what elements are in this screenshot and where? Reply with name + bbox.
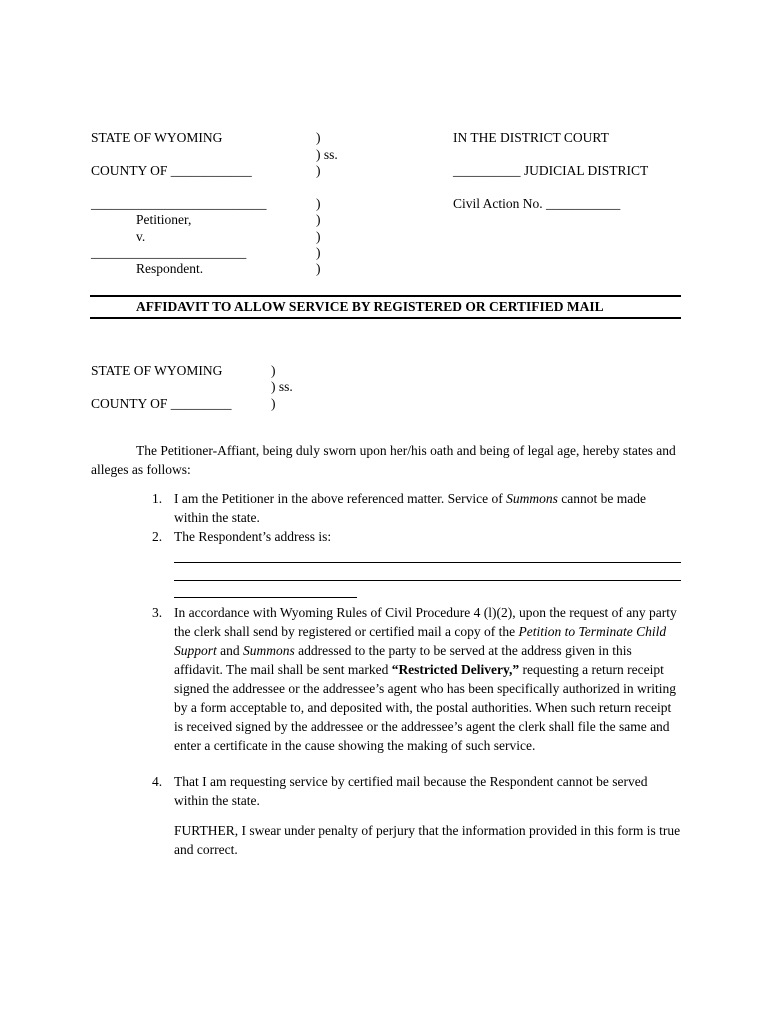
civil-action-number: Civil Action No. ___________ — [453, 196, 621, 211]
intro-paragraph: The Petitioner-Affiant, being duly sworn upon her/his oath and being of legal age, hereby states and alleges as follows: — [91, 443, 676, 477]
petitioner-name-line: __________________________ — [91, 196, 267, 211]
caption-paren: ) — [316, 229, 321, 244]
item-number: 3. — [152, 605, 163, 620]
item-4-text: That I am requesting service by certified mail because the Respondent cannot be served within the state. — [174, 774, 648, 808]
venue-county: COUNTY OF _________ — [91, 396, 232, 411]
judicial-district: __________ JUDICIAL DISTRICT — [453, 163, 649, 178]
versus-label: v. — [136, 229, 146, 244]
document-title: AFFIDAVIT TO ALLOW SERVICE BY REGISTERED OR CERTIFIED MAIL — [136, 299, 604, 314]
venue-paren: ) — [271, 363, 276, 378]
caption-ss: ) ss. — [316, 147, 338, 162]
item-1-text: I am the Petitioner in the above referenced matter. Service of Summons cannot be made within the state. — [174, 491, 646, 525]
item-number: 4. — [152, 774, 163, 789]
venue-paren: ) — [271, 396, 276, 411]
item-number: 1. — [152, 491, 163, 506]
caption-paren: ) — [316, 245, 321, 260]
address-line-3 — [174, 597, 357, 598]
item-number: 2. — [152, 529, 163, 544]
venue-state: STATE OF WYOMING — [91, 363, 223, 378]
item-3-text: In accordance with Wyoming Rules of Civil Procedure 4 (l)(2), upon the request of any party the clerk shall send by registered or certified mail a copy of the Petition to Terminate Child Support and Summons addressed to the party to be served at the address given in this affidavit. The mail shall be sent marked “Restricted Delivery,” requesting a return receipt signed the addressee or the addressee’s agent who has been specifically authorized in writing by a form acceptable to, and deposited with, the postal authorities. When such return receipt is received signed by the addressee or the addressee’s agent the clerk shall file the same and enter a certificate in the cause showing the making of such service. — [174, 605, 677, 753]
further-paragraph: FURTHER, I swear under penalty of perjury that the information provided in this form is true and correct. — [174, 823, 681, 857]
title-bottom-rule — [90, 317, 681, 319]
petitioner-label: Petitioner, — [136, 212, 192, 227]
address-line-1 — [174, 562, 681, 563]
caption-paren: ) — [316, 130, 321, 145]
respondent-label: Respondent. — [136, 261, 204, 276]
court-name: IN THE DISTRICT COURT — [453, 130, 609, 145]
address-line-2 — [174, 580, 681, 581]
respondent-name-line: _______________________ — [91, 245, 247, 260]
caption-state: STATE OF WYOMING — [91, 130, 223, 145]
item-2-text: The Respondent’s address is: — [174, 529, 332, 544]
caption-paren: ) — [316, 212, 321, 227]
caption-county: COUNTY OF ____________ — [91, 163, 252, 178]
caption-paren: ) — [316, 163, 321, 178]
caption-paren: ) — [316, 196, 321, 211]
venue-ss: ) ss. — [271, 379, 293, 394]
caption-paren: ) — [316, 261, 321, 276]
